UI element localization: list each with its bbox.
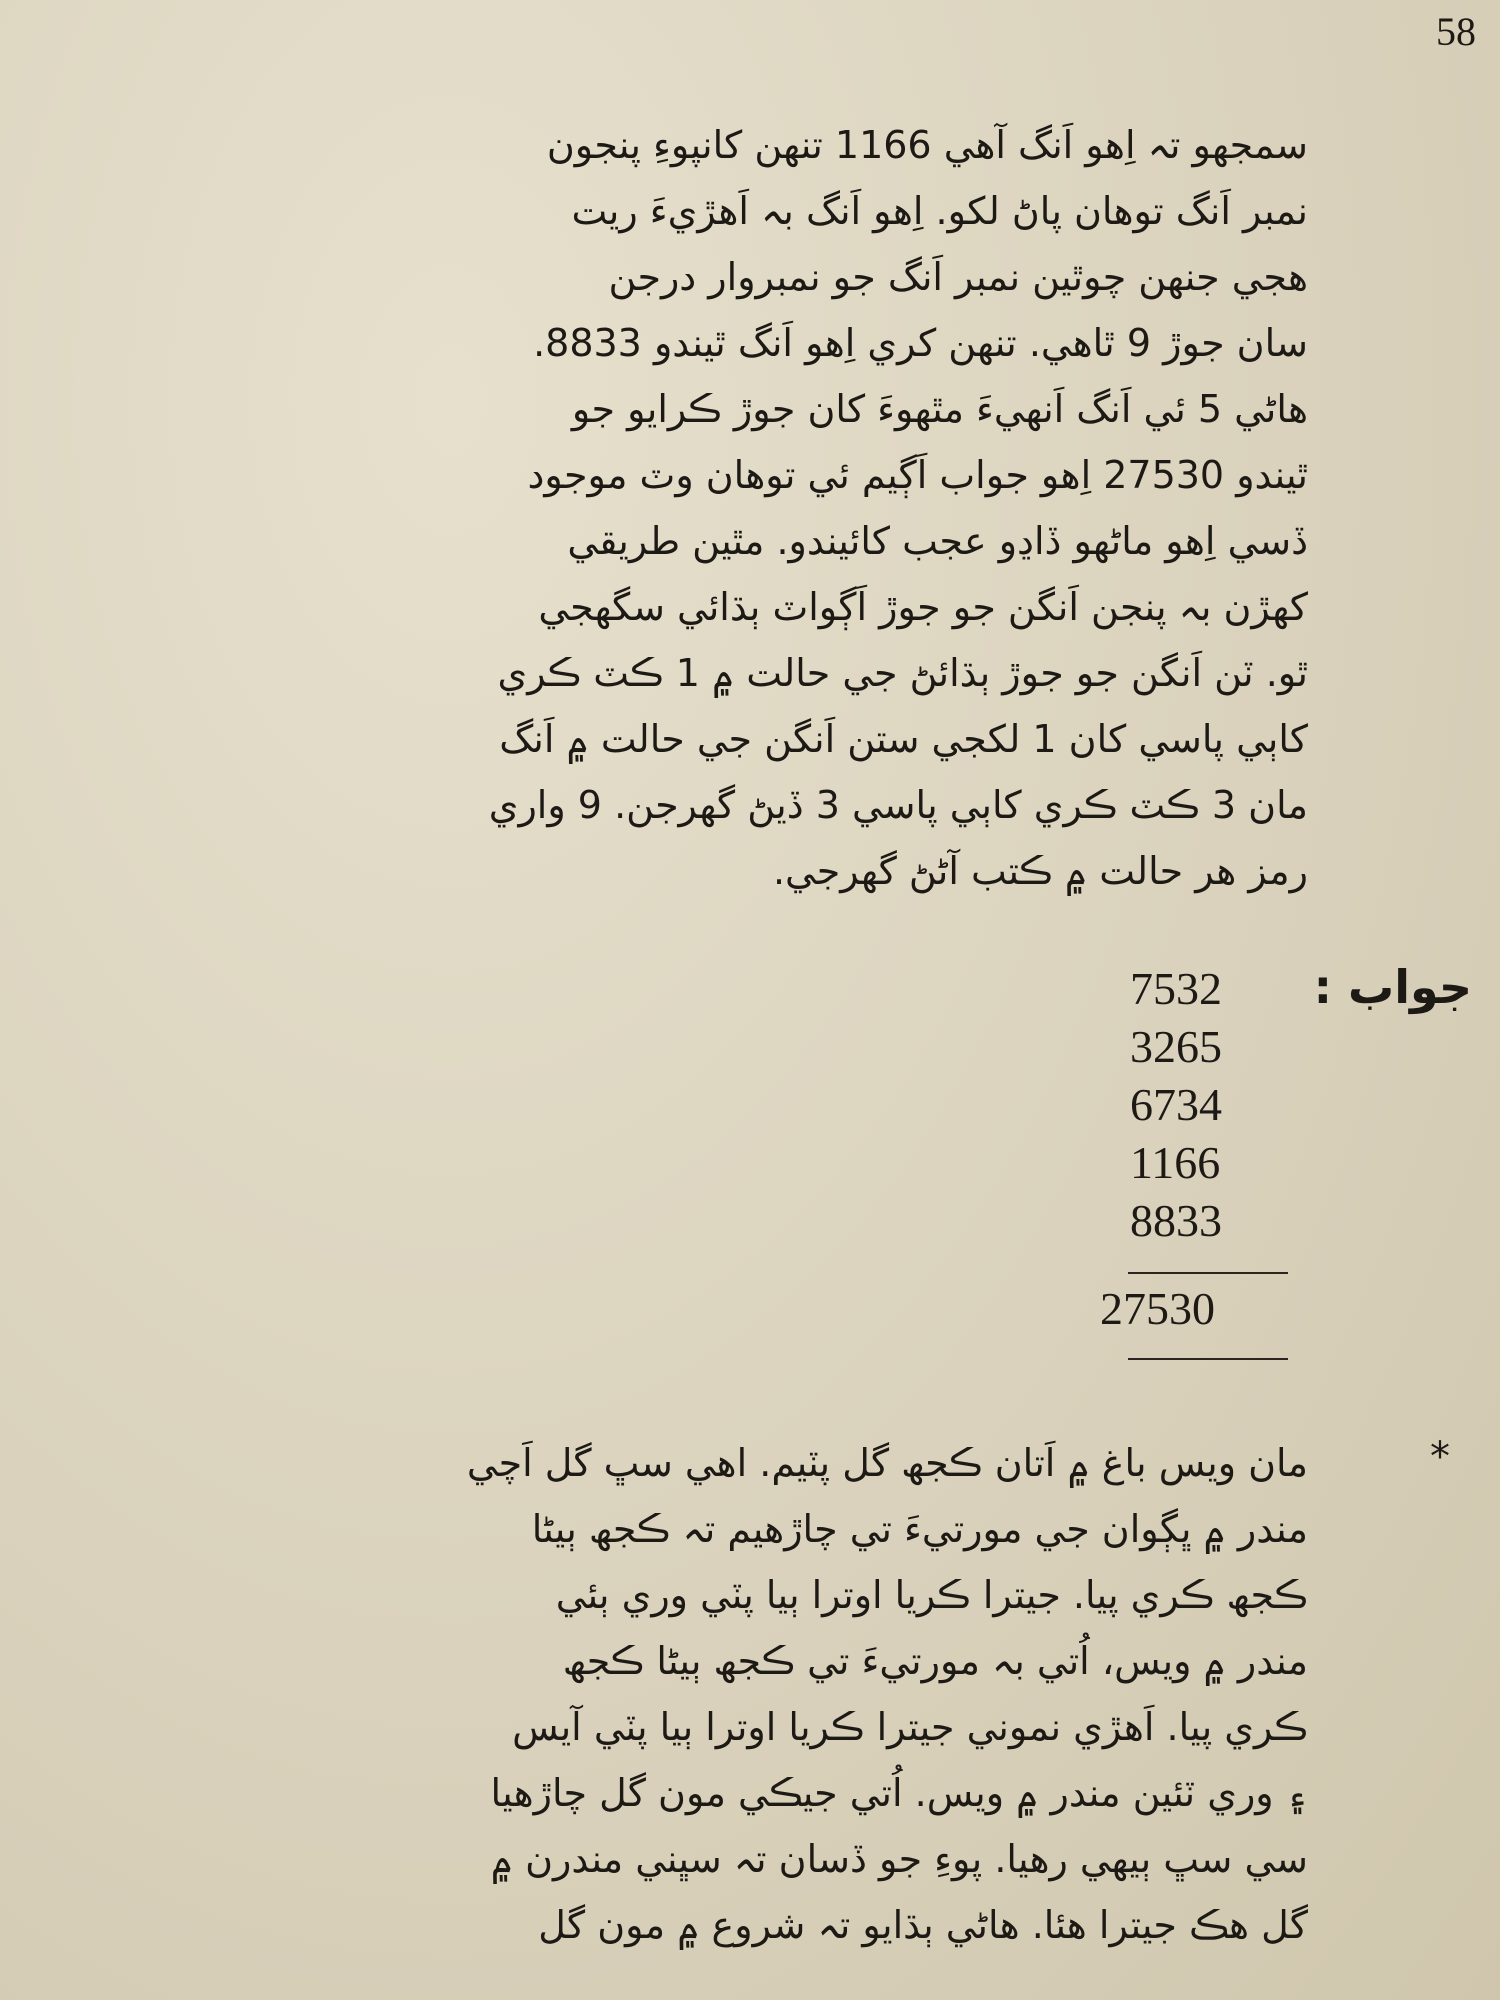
text-line: کاٻي پاسي کان 1 لکجي ستن اَنگن جي حالت ۾ اَنگ xyxy=(499,717,1308,761)
addend: 1166 xyxy=(1130,1137,1221,1188)
text-line: ڏسي اِهو ماڻهو ڏاڍو عجب کائيندو. مٿين طريقي xyxy=(567,519,1308,563)
text-line: هاڻي 5 ئي اَنگ اَنهيءَ مٿهوءَ کان جوڙ ڪرايو جو xyxy=(571,387,1308,431)
addend: 7532 xyxy=(1130,963,1222,1014)
text-line: گل هڪ جيترا هئا. هاڻي ٻڌايو تہ شروع ۾ مون گل xyxy=(538,1903,1308,1947)
text-line: سمجھو تہ اِهو اَنگ آهي 1166 تنهن کانپوءِ پنجون xyxy=(546,123,1308,167)
text-line: هجي جنهن چوٿين نمبر اَنگ جو نمبروار درجن xyxy=(608,255,1308,299)
footnote-marker: * xyxy=(1430,1434,1450,1480)
text-line: رمز هر حالت ۾ ڪتب آڻڻ گهرجي. xyxy=(772,849,1308,893)
text-line: مان ويس باغ ۾ اَتان ڪجھ گل پٽيم. اهي سڀ گل اَچي xyxy=(466,1441,1308,1485)
text-line: نمبر اَنگ توهان پاڻ لکو. اِهو اَنگ بہ اَهڙيءَ ريت xyxy=(571,189,1308,233)
sum-total: 27530 xyxy=(1100,1283,1215,1334)
paragraph-2 xyxy=(48,1430,1308,1958)
addition-sum xyxy=(1070,960,1270,1360)
answer-label: جواب : xyxy=(1313,960,1472,1014)
text-line: سان جوڙ 9 ٿاهي. تنهن کري اِهو اَنگ ٿيندو 8833. xyxy=(533,321,1308,365)
addend: 6734 xyxy=(1130,1079,1222,1130)
text-line: مان 3 ڪٽ ڪري کاٻي پاسي 3 ڏيڻ گهرجن. 9 واري xyxy=(488,783,1308,827)
text-line: ٿو. ٽن اَنگن جو جوڙ ٻڌائڻ جي حالت ۾ 1 ڪٽ ڪري xyxy=(497,651,1308,695)
paragraph-1 xyxy=(48,112,1308,904)
page-number: 58 xyxy=(1436,9,1476,54)
text-line: کهڙن بہ پنجن اَنگن جو جوڙ اَڳواٽ ٻڌائي سگهجي xyxy=(538,585,1308,629)
text-line: مندر ۾ ڀڳوان جي مورتيءَ تي چاڙهيم تہ ڪجھ ٻيڻا xyxy=(531,1507,1308,1551)
addend: 8833 xyxy=(1130,1195,1222,1246)
text-line: ڪري پيا. اَهڙي نموني جيترا ڪريا اوترا ٻيا پٽي آيس xyxy=(512,1705,1308,1749)
text-line: ڪجھ ڪري پيا. جيترا ڪريا اوترا ٻيا پٽي وري ٻئي xyxy=(555,1573,1308,1617)
text-line: ۽ وري ٽئين مندر ۾ ويس. اُتي جيڪي مون گل چاڙهيا xyxy=(490,1771,1308,1815)
text-line: سي سڀ ٻيهي رهيا. پوءِ جو ڏسان تہ سڀني مندرن ۾ xyxy=(490,1837,1308,1881)
addend: 3265 xyxy=(1130,1021,1222,1072)
sum-rule xyxy=(1128,1358,1288,1360)
text-line: مندر ۾ ويس، اُتي بہ مورتيءَ تي ڪجھ ٻيڻا ڪجھ xyxy=(562,1639,1308,1683)
text-line: ٿيندو 27530 اِهو جواب اَڳيم ئي توهان وٽ موجود xyxy=(527,453,1308,497)
